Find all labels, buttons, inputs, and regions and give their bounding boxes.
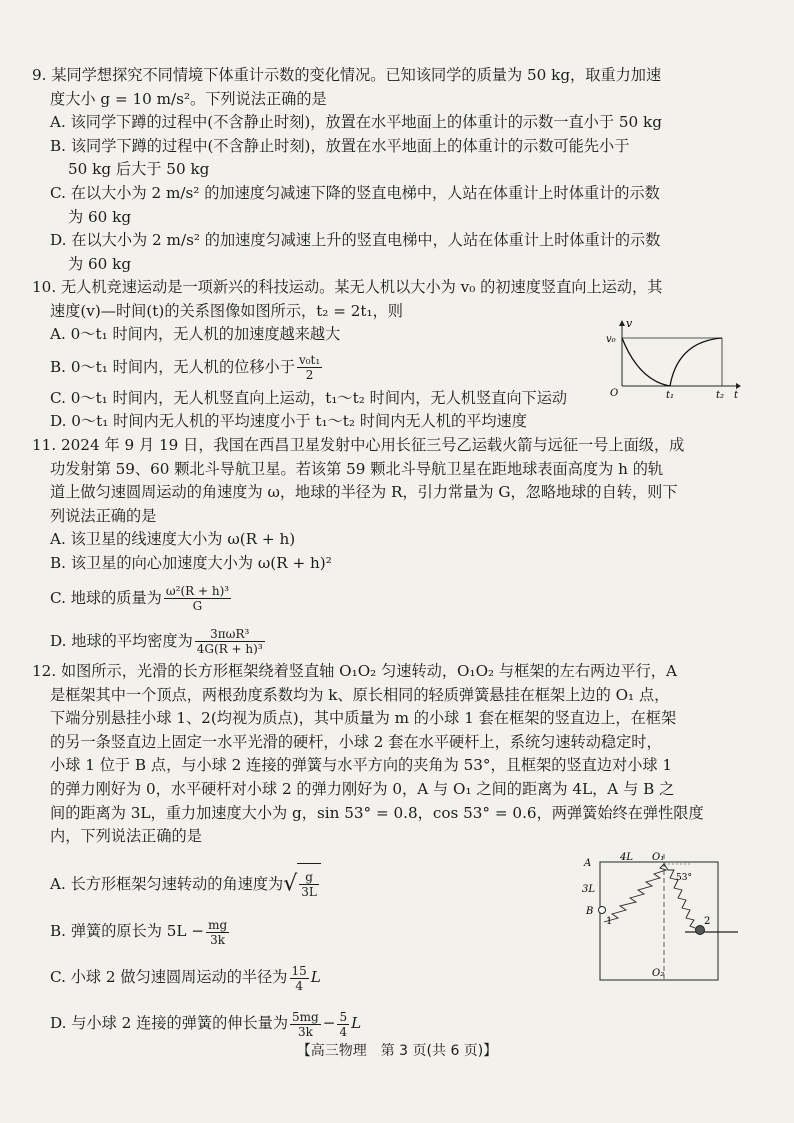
q12-line4: 的另一条竖直边上固定一水平光滑的硬杆，小球 2 套在水平硬杆上，系统匀速转动稳定时， [50,732,662,751]
fraction-numerator: v₀t₁ [298,353,321,368]
length-4l-label: 4L [620,852,634,863]
fraction-numerator: 5 [339,1009,348,1024]
acceleration-curve [670,338,722,386]
q11-stem-line4: 列说法正确的是 [50,506,157,525]
v-label: v [626,318,633,330]
ball-2-label: 2 [704,916,711,927]
q11-option-b: B. 该卫星的向心加速度大小为 ω(R + h)² [50,553,332,572]
q12-line5: 小球 1 位于 B 点，与小球 2 连接的弹簧与水平方向的夹角为 53°，且框架的竖直边对小球 1 [50,756,673,775]
q11-option-a: A. 该卫星的线速度大小为 ω(R + h) [50,530,296,549]
fraction-denominator: 3k [297,1024,313,1039]
q9-option-d-line1: D. 在以大小为 2 m/s² 的加速度匀减速上升的竖直电梯中，人站在体重计上时体重计的示数 [50,231,661,250]
length-3l-label: 3L [582,884,596,895]
q10-option-d: D. 0～t₁ 时间内无人机的平均速度小于 t₁～t₂ 时间内无人机的平均速度 [50,412,527,431]
fraction-denominator: 4G(R + h)³ [196,642,263,657]
fraction-numerator: 15 [291,963,307,978]
fraction-numerator: ω²(R + h)³ [165,584,230,599]
page-footer: 【高三物理 第 3 页(共 6 页)】 [296,1043,498,1059]
q12-line6: 的弹力刚好为 0，水平硬杆对小球 2 的弹力刚好为 0，A 与 O₁ 之间的距离为 4L，A 与 B 之 [50,779,675,798]
fraction-denominator: G [192,599,203,614]
v0-label: v₀ [606,334,616,345]
q11-option-d-fraction [195,627,265,656]
fraction-denominator: 4 [339,1024,348,1039]
q12-option-c-unit: L [310,968,321,987]
q9-option-c-line2: 为 60 kg [68,207,132,226]
fraction-denominator: 4 [295,978,303,993]
q10-option-c: C. 0～t₁ 时间内，无人机竖直向上运动，t₁～t₂ 时间内，无人机竖直向下运动 [50,388,568,407]
q11-stem-line3: 道上做匀速圆周运动的角速度为 ω，地球的半径为 R，引力常量为 G，忽略地球的自转，则下 [50,483,678,502]
q12-option-b-fraction [206,918,229,947]
question-9 [32,64,747,276]
point-o2-label: O₂ [652,968,665,979]
q11-stem-line1: 11. 2024 年 9 月 19 日，我国在西昌卫星发射中心用长征三号乙运载火箭与远征一号上面级，成 [32,436,685,454]
point-o1-label: O₁ [652,852,665,863]
point-b-label: B [586,906,594,917]
q12-rotating-frame-figure [580,852,740,987]
q10-stem-line2: 速度(v)—时间(t)的关系图像如图所示，t₂ = 2t₁，则 [50,301,403,320]
q12-line1: 12. 如图所示，光滑的长方形框架绕着竖直轴 O₁O₂ 匀速转动，O₁O₂ 与框架的左右两边平行，A [32,662,677,680]
fraction-denominator: 3k [210,932,226,947]
q12-option-d-fraction-1 [290,1010,321,1039]
rectangular-frame [600,862,718,980]
q12-line3: 下端分别悬挂小球 1、2(均视为质点)，其中质量为 m 的小球 1 套在框架的竖直边上，在框架 [50,709,677,728]
ball-1 [599,907,606,914]
v-axis-arrow [619,320,625,326]
q11-option-c-fraction [164,584,231,613]
fraction-numerator: 3πωR³ [195,627,265,642]
q12-option-c-fraction [290,964,309,993]
q12-option-d-fraction-2 [337,1010,349,1039]
q9-option-b-line1: B. 该同学下蹲的过程中(不含静止时刻)，放置在水平地面上的体重计的示数可能先小于 [50,136,630,155]
q12-option-d [32,1002,747,1044]
sqrt-sign: √ [283,871,298,897]
fraction-numerator: g [299,870,319,885]
fraction-denominator: 2 [305,368,314,383]
q12-line8: 内，下列说法正确的是 [50,827,202,846]
q10-stem-line1: 10. 无人机竞速运动是一项新兴的科技运动。某无人机以大小为 v₀ 的初速度竖直向上运动，其 [32,278,663,296]
t1-label: t₁ [666,390,675,400]
spring-1 [604,864,666,922]
question-11 [32,434,747,662]
ball-1-label: 1 [606,916,613,927]
q10-option-b-fraction [297,353,322,382]
q12-line7: 间的距离为 3L，重力加速度大小为 g，sin 53° = 0.8，cos 53° = 0.6，两弹簧始终在弹性限度 [50,803,704,822]
q12-option-c-text: C. 小球 2 做匀速圆周运动的半径为 [50,968,288,987]
angle-53-label: 53° [676,873,692,883]
q12-option-d-unit: L [351,1014,362,1033]
q11-option-d-text: D. 地球的平均密度为 [50,631,193,650]
q10-option-b-text: B. 0～t₁ 时间内，无人机的位移小于 [50,357,295,376]
deceleration-curve [622,338,670,386]
q9-option-a: A. 该同学下蹲的过程中(不含静止时刻)，放置在水平地面上的体重计的示数一直小于 50 kg [50,113,662,132]
fraction-numerator: mg [208,917,228,932]
q10-option-a: A. 0～t₁ 时间内，无人机的加速度越来越大 [50,325,341,344]
q9-stem-line1: 9. 某同学想探究不同情境下体重计示数的变化情况。已知该同学的质量为 50 kg，取重力加速 [32,66,662,84]
t-label: t [734,390,739,400]
q11-option-c-text: C. 地球的质量为 [50,588,162,607]
q12-option-b-text: B. 弹簧的原长为 5L − [50,922,205,941]
q9-option-b-line2: 50 kg 后大于 50 kg [68,160,210,179]
fraction-denominator: 3L [301,885,317,900]
q10-vt-graph [602,318,742,400]
t-axis-arrow [736,383,741,389]
q12-option-a-fraction [299,870,319,899]
q9-stem-line2: 度大小 g = 10 m/s²。下列说法正确的是 [50,89,327,108]
q12-line2: 是框架其中一个顶点，两根劲度系数均为 k、原长相同的轻质弹簧悬挂在框架上边的 O₁ 点， [50,685,670,704]
t2-label: t₂ [716,390,725,400]
q12-option-a-text: A. 长方形框架匀速转动的角速度为 [50,874,284,893]
q12-option-a-sqrt [283,863,321,906]
q12-option-d-text: D. 与小球 2 连接的弹簧的伸长量为 [50,1014,289,1033]
point-a-label: A [584,858,592,869]
origin-label: O [610,388,619,399]
q9-option-c-line1: C. 在以大小为 2 m/s² 的加速度匀减速下降的竖直电梯中，人站在体重计上时体重计的示数 [50,183,660,202]
fraction-numerator: 5mg [292,1009,319,1024]
q9-option-d-line2: 为 60 kg [68,254,132,273]
q11-option-c [32,576,747,620]
q11-option-d [32,620,747,662]
minus-sign: − [322,1014,336,1033]
q11-stem-line2: 功发射第 59、60 颗北斗导航卫星。若该第 59 颗北斗导航卫星在距地球表面高度为 h 的轨 [50,459,664,478]
